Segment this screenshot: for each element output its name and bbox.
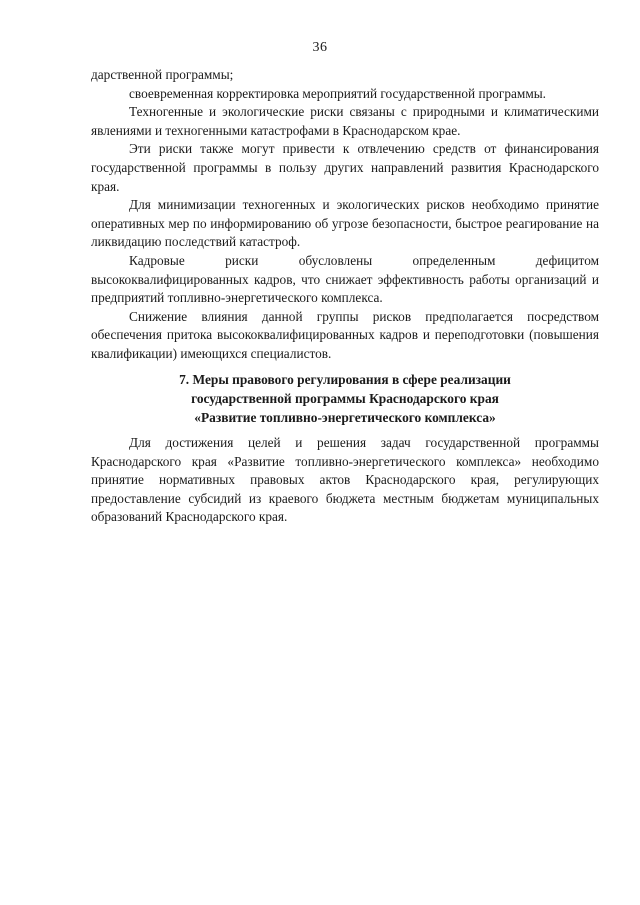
paragraph-funding-diversion: Эти риски также могут привести к отвлечению средств от финансирования государственной программы в пользу других направлений развития Краснодарского края. <box>91 141 599 194</box>
paragraph-personnel-mitigation: Снижение влияния данной группы рисков предполагается посредством обеспечения притока высококвалифицированных кадров и переподготовки (повышения квалификации) имеющихся специалистов. <box>91 308 599 361</box>
paragraph-technogenic-risks: Техногенные и экологические риски связаны с природными и климатическими явлениями и техногенными катастрофами в Краснодарском крае. <box>91 104 599 138</box>
heading-line: 7. Меры правового регулирования в сфере реализации <box>179 372 511 387</box>
section-7-heading <box>91 370 599 427</box>
page-number: 36 <box>312 40 328 55</box>
paragraph-program-adjustment: своевременная корректировка мероприятий государственной программы. <box>129 85 546 101</box>
heading-line: «Развитие топливно-энергетического комплекса» <box>194 410 496 425</box>
risks-text-block <box>91 66 599 364</box>
heading-line: государственной программы Краснодарского края <box>191 391 499 406</box>
paragraph-personnel-risks: Кадровые риски обусловлены определенным дефицитом высококвалифицированных кадров, что снижает эффективность работы организаций и предприятий топливно-энергетического комплекса. <box>91 252 599 306</box>
paragraph-risk-minimization: Для минимизации техногенных и экологических рисков необходимо принятие оперативных мер по информированию об угрозе безопасности, быстрое реагирование на ликвидацию последствий катастроф. <box>91 197 599 250</box>
paragraph-continuation: дарственной программы; <box>91 67 234 82</box>
paragraph-legal-regulation: Для достижения целей и решения задач государственной программы Краснодарского края «Развитие топливно-энергетического комплекса» необходимо принятие нормативных правовых актов Краснодарского края, регулирующих предоставление субсидий из краевого бюджета местным бюджетам муниципальных образований Краснодарского края. <box>91 435 599 525</box>
section-7-text-block <box>91 434 599 527</box>
